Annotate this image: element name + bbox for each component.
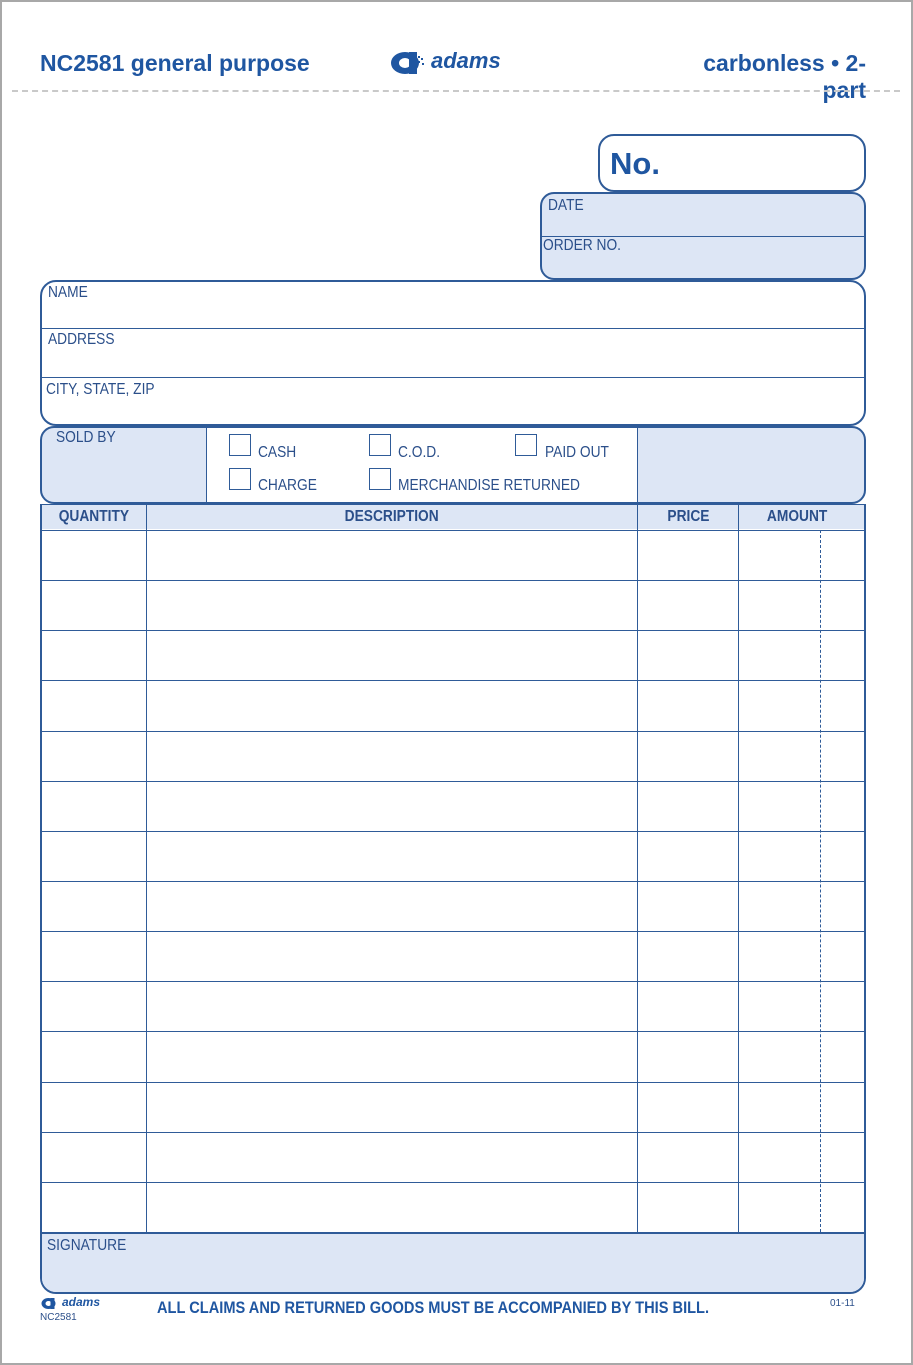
form-type: general purpose bbox=[130, 50, 310, 76]
table-row[interactable] bbox=[42, 630, 864, 680]
customer-box bbox=[40, 280, 866, 426]
name-label: NAME bbox=[48, 284, 88, 301]
signature-area bbox=[42, 1232, 864, 1292]
number-label: No. bbox=[610, 146, 660, 181]
sold-by-label: SOLD BY bbox=[56, 429, 116, 446]
description-header: DESCRIPTION bbox=[344, 508, 440, 525]
table-row[interactable] bbox=[42, 881, 864, 931]
table-row[interactable] bbox=[42, 781, 864, 831]
customer-divider-2 bbox=[42, 377, 864, 378]
form-code bbox=[40, 50, 310, 77]
charge-checkbox[interactable] bbox=[229, 468, 251, 490]
address-label: ADDRESS bbox=[48, 331, 115, 348]
footer-form-code: NC2581 bbox=[40, 1312, 77, 1323]
payment-divider-right bbox=[637, 428, 638, 502]
amount-header: AMOUNT bbox=[766, 508, 828, 525]
cash-label: CASH bbox=[258, 444, 297, 461]
adams-a-mark-icon bbox=[389, 48, 427, 76]
signature-label: SIGNATURE bbox=[47, 1237, 127, 1254]
table-row[interactable] bbox=[42, 1082, 864, 1132]
footer-version: 01-11 bbox=[830, 1298, 855, 1309]
table-row[interactable] bbox=[42, 731, 864, 781]
footer-adams-a-mark-icon bbox=[40, 1296, 60, 1310]
merchandise-returned-label: MERCHANDISE RETURNED bbox=[398, 477, 580, 494]
quantity-header: QUANTITY bbox=[58, 508, 130, 525]
charge-label: CHARGE bbox=[258, 477, 317, 494]
table-row[interactable] bbox=[42, 1132, 864, 1182]
customer-divider-1 bbox=[42, 328, 864, 329]
table-row[interactable] bbox=[42, 831, 864, 881]
cash-checkbox[interactable] bbox=[229, 434, 251, 456]
payment-divider-left bbox=[206, 428, 207, 502]
form-code-number: NC2581 bbox=[40, 50, 125, 76]
perforation-line bbox=[12, 90, 900, 92]
signature-top-border bbox=[42, 1232, 864, 1234]
table-row[interactable] bbox=[42, 530, 864, 580]
table-row[interactable] bbox=[42, 931, 864, 981]
table-row[interactable] bbox=[42, 981, 864, 1031]
form-spec: carbonless • 2-part bbox=[703, 50, 866, 103]
paid-out-checkbox[interactable] bbox=[515, 434, 537, 456]
date-label: DATE bbox=[548, 197, 584, 214]
merchandise-returned-checkbox[interactable] bbox=[369, 468, 391, 490]
table-row[interactable] bbox=[42, 1182, 864, 1232]
table-row[interactable] bbox=[42, 680, 864, 730]
paid-out-label: PAID OUT bbox=[545, 444, 609, 461]
price-header: PRICE bbox=[666, 508, 710, 525]
number-box bbox=[598, 134, 866, 192]
order-number-label: ORDER NO. bbox=[543, 237, 621, 254]
table-row[interactable] bbox=[42, 580, 864, 630]
brand-name: adams bbox=[431, 48, 501, 73]
city-state-zip-label: CITY, STATE, ZIP bbox=[46, 381, 155, 398]
footer-brand-name: adams bbox=[62, 1295, 101, 1309]
cod-label: C.O.D. bbox=[398, 444, 441, 461]
footer-notice: ALL CLAIMS AND RETURNED GOODS MUST BE ACCOMPANIED BY THIS BILL. bbox=[157, 1298, 710, 1317]
cod-checkbox[interactable] bbox=[369, 434, 391, 456]
table-row[interactable] bbox=[42, 1031, 864, 1081]
